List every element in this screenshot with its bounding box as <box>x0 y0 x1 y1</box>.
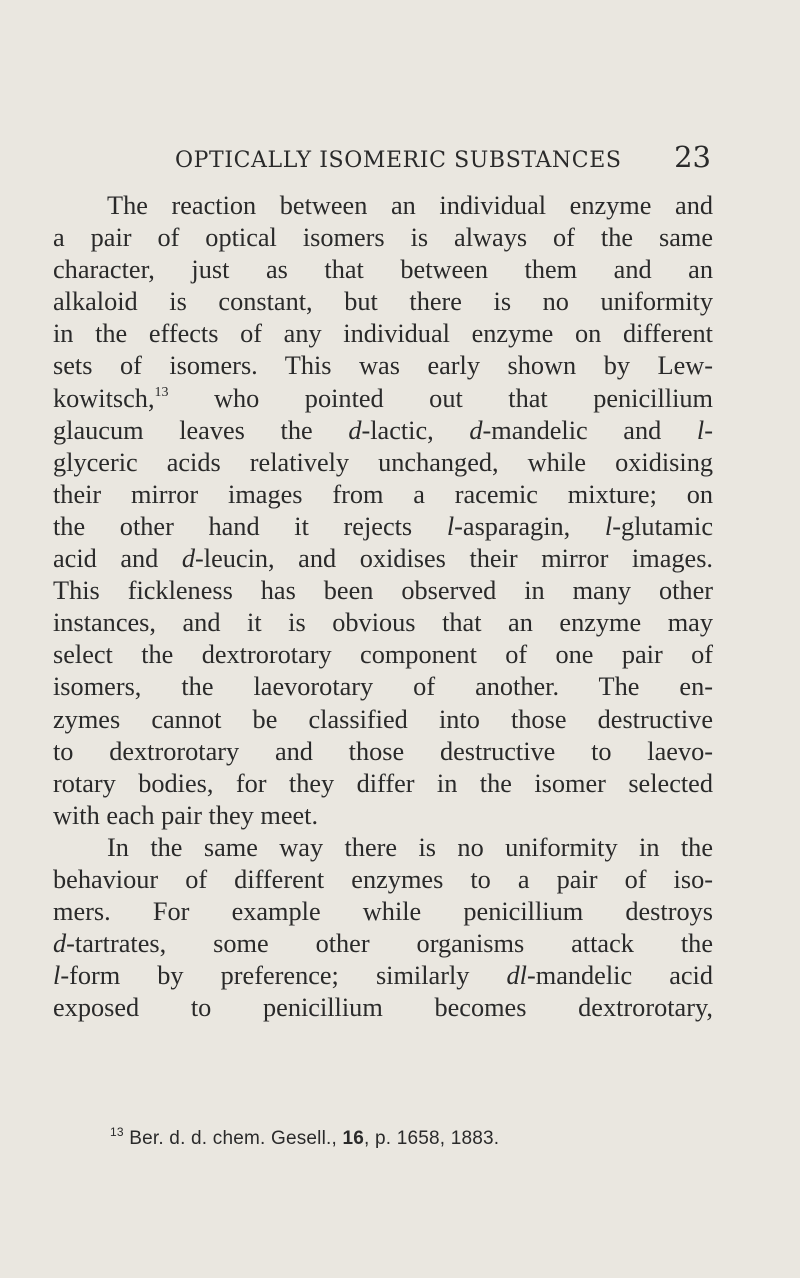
italic-prefix: d <box>348 415 362 445</box>
text-run: acid and <box>53 544 182 574</box>
text-line <box>53 383 713 415</box>
text-line: This fickleness has been observed in many other <box>53 576 713 606</box>
paragraph-1 <box>53 190 713 832</box>
italic-prefix: l <box>446 511 455 541</box>
text-run: -tartrates, some other organisms attack the <box>66 929 713 959</box>
footnote-text: Ber. d. d. chem. Gesell., <box>123 1128 343 1149</box>
italic-prefix: d <box>469 415 483 445</box>
text-run: glaucum leaves the <box>53 415 349 445</box>
footnote-ref: 13 <box>154 384 169 400</box>
text-line: to dextrorotary and those destructive to laevo- <box>53 736 713 766</box>
footnote-volume: 16 <box>342 1128 365 1149</box>
text-line: zymes cannot be classified into those destructive <box>53 704 713 734</box>
text-line: sets of isomers. This was early shown by Lew- <box>53 351 713 381</box>
text-line: instances, and it is obvious that an enzyme may <box>53 608 713 638</box>
italic-prefix: d <box>181 544 196 574</box>
text-line: character, just as that between them and an <box>53 255 713 285</box>
text-line: The reaction between an individual enzyme and <box>107 191 713 220</box>
text-run: -asparagin, <box>454 511 605 541</box>
text-line: select the dextrorotary component of one pair of <box>53 640 713 670</box>
italic-prefix: l <box>53 961 61 991</box>
footnote-marker: 13 <box>110 1125 124 1139</box>
text-run: -form by preference; similarly <box>60 961 507 991</box>
text-run: -glutamic <box>612 511 713 541</box>
running-head <box>175 140 711 176</box>
text-line: their mirror images from a racemic mixture; on <box>53 479 713 509</box>
text-line: with each pair they meet. <box>53 800 319 830</box>
footnote <box>110 1127 710 1151</box>
text-run: -mandelic acid <box>526 961 713 991</box>
text-run: kowitsch, <box>53 383 155 413</box>
italic-prefix: dl <box>506 961 527 991</box>
text-line: alkaloid is constant, but there is no uniformity <box>53 287 713 317</box>
text-line: In the same way there is no uniformity in the <box>107 832 713 862</box>
text-run: -mandelic and <box>482 415 697 445</box>
text-line <box>53 928 713 960</box>
paragraph-2 <box>53 832 713 1025</box>
text-line <box>53 960 713 992</box>
italic-prefix: l <box>604 511 613 541</box>
italic-prefix: l <box>696 415 705 445</box>
text-line <box>53 511 713 543</box>
text-line <box>53 415 713 447</box>
footnote-text: , p. 1658, 1883. <box>364 1128 500 1149</box>
text-run: -leucin, and oxidises their mirror images. <box>195 544 713 574</box>
italic-prefix: d <box>53 929 67 959</box>
text-line: glyceric acids relatively unchanged, while oxidising <box>53 447 713 477</box>
text-line: rotary bodies, for they differ in the isomer selected <box>53 768 713 798</box>
text-run: who pointed out that penicillium <box>168 383 713 413</box>
text-line: exposed to penicillium becomes dextrorotary, <box>53 993 713 1023</box>
text-line: mers. For example while penicillium destroys <box>53 897 713 927</box>
text-run: - <box>704 415 713 445</box>
running-title: OPTICALLY ISOMERIC SUBSTANCES <box>175 148 622 173</box>
page-number: 23 <box>674 140 711 174</box>
text-line: isomers, the laevorotary of another. The en- <box>53 672 713 702</box>
text-run: -lactic, <box>361 415 470 445</box>
text-line: in the effects of any individual enzyme on different <box>53 319 713 349</box>
text-run: the other hand it rejects <box>53 511 447 541</box>
text-line: a pair of optical isomers is always of the same <box>53 223 713 253</box>
text-line <box>53 543 713 575</box>
text-line: behaviour of different enzymes to a pair of iso- <box>53 864 713 894</box>
body-text <box>53 190 713 1024</box>
